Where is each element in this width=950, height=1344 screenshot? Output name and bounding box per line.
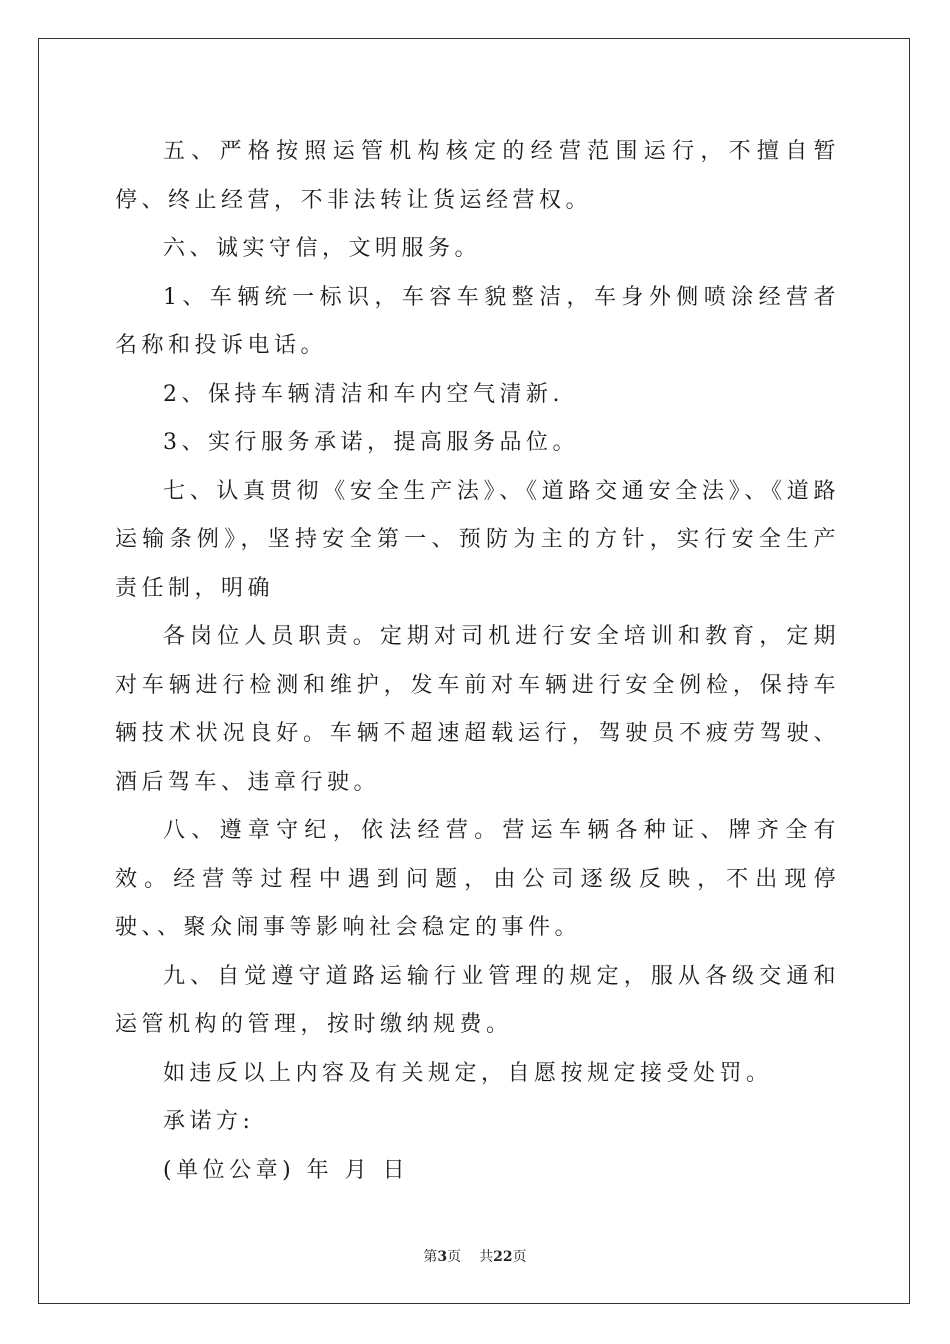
paragraph-seal-date: (单位公章) 年 月 日 <box>163 1157 410 1183</box>
paragraph-6-3-service-promise: 3、实行服务承诺，提高服务品位。 <box>163 430 579 455</box>
page-footer <box>0 1246 950 1266</box>
paragraph-6-2-cleanliness: 2、保持车辆清洁和车内空气清新. <box>163 381 564 407</box>
paragraph-8-compliance: 八、遵章守纪，依法经营。营运车辆各种证、牌齐全有效。经营等过程中遇到问题，由公司逐级反映，不出现停驶、、聚众闹事等影响社会稳定的事件。 <box>115 818 840 940</box>
paragraph-7-responsibilities: 各岗位人员职责。定期对司机进行安全培训和教育，定期对车辆进行检测和维护，发车前对车辆进行安全例检，保持车辆技术状况良好。车辆不超速超载运行，驾驶员不疲劳驾驶、酒后驾车、违章行驶。 <box>115 624 840 795</box>
total-suffix: 页 <box>512 1249 527 1265</box>
total-pages: 22 <box>493 1249 513 1265</box>
page-number: 3 <box>437 1249 448 1265</box>
page-prefix: 第 <box>423 1249 438 1265</box>
paragraph-5-operation-scope: 五、严格按照运管机构核定的经营范围运行，不擅自暂停、终止经营，不非法转让货运经营权。 <box>115 139 840 213</box>
paragraph-6-1-vehicle-marking: 1、车辆统一标识，车容车貌整洁，车身外侧喷涂经营者名称和投诉电话。 <box>115 284 840 358</box>
document-body <box>115 128 840 1195</box>
paragraph-7-safety-laws: 七、认真贯彻《安全生产法》、《道路交通安全法》、《道路运输条例》，坚持安全第一、预防为主的方针，实行安全生产责任制，明确 <box>115 478 840 601</box>
paragraph-promisor: 承诺方: <box>163 1109 255 1134</box>
paragraph-9-regulations: 九、自觉遵守道路运输行业管理的规定，服从各级交通和运管机构的管理，按时缴纳规费。 <box>115 963 840 1037</box>
total-prefix: 共 <box>479 1249 494 1265</box>
paragraph-6-honesty: 六、诚实守信，文明服务。 <box>163 236 482 261</box>
page-suffix: 页 <box>447 1249 462 1265</box>
paragraph-penalty: 如违反以上内容及有关规定，自愿按规定接受处罚。 <box>163 1060 773 1086</box>
